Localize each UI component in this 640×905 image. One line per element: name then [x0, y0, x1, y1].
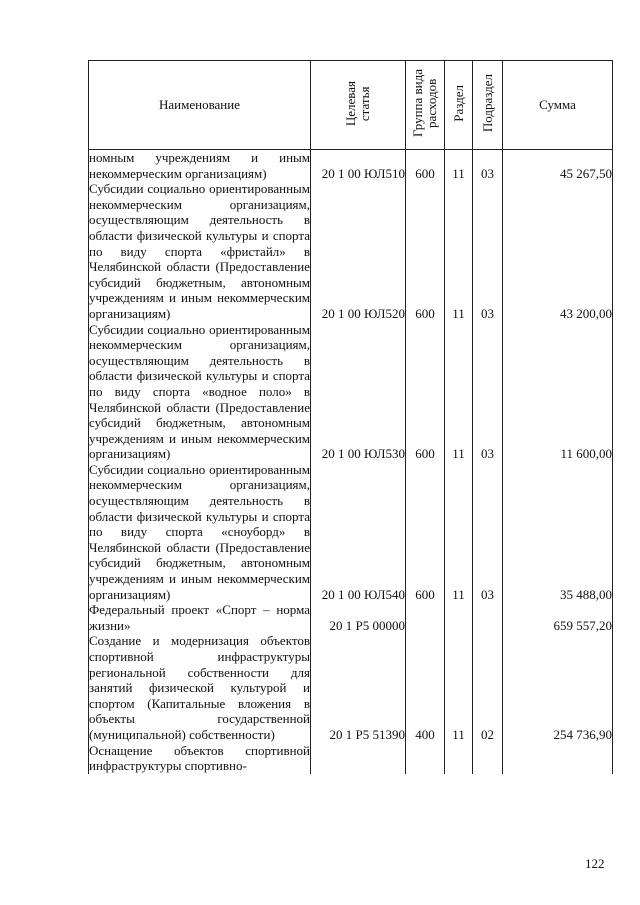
row-sum: 35 488,00	[503, 462, 613, 602]
row-sum: 254 736,90	[503, 633, 613, 742]
page-number: 122	[585, 856, 605, 871]
row-target: 20 1 P5 51390	[311, 633, 406, 742]
row-target: 20 1 00 ЮЛ530	[311, 322, 406, 462]
row-sum: 659 557,20	[503, 602, 613, 633]
budget-table	[88, 60, 613, 774]
row-name: Оснащение объектов спортивной инфраструктуры спортивно-	[89, 742, 310, 774]
header-section: Раздел	[445, 61, 473, 150]
row-subsection: 03	[473, 322, 503, 462]
row-name: Федеральный проект «Спорт – норма жизни»	[89, 602, 310, 633]
row-section: 11	[445, 150, 473, 182]
row-group	[406, 743, 445, 774]
row-section	[445, 602, 473, 633]
row-group: 600	[406, 150, 445, 182]
row-sum: 11 600,00	[503, 322, 613, 462]
table-row	[89, 150, 613, 182]
header-group: Группа вида расходов	[406, 61, 445, 150]
row-sum: 45 267,50	[503, 150, 613, 182]
table-row	[89, 602, 613, 633]
row-group: 600	[406, 322, 445, 462]
row-subsection	[473, 743, 503, 774]
table-row	[89, 462, 613, 602]
row-name: Субсидии социально ориентированным некоммерческим организациям, осуществляющим деятельность в области физической культуры и спорта по виду спорта «сноуборд» в Челябинской области (Предоставление субсидий бюджетным, автономным учреждениям и иным некоммерческим организациям)	[89, 461, 310, 602]
row-group	[406, 602, 445, 633]
row-section: 11	[445, 462, 473, 602]
table-row	[89, 181, 613, 321]
row-group: 600	[406, 462, 445, 602]
row-section: 11	[445, 633, 473, 742]
table-row	[89, 743, 613, 774]
header-subsection: Подраздел	[473, 61, 503, 150]
row-sum: 43 200,00	[503, 181, 613, 321]
row-subsection: 03	[473, 462, 503, 602]
header-sum: Сумма	[503, 61, 613, 150]
row-section	[445, 743, 473, 774]
row-subsection	[473, 602, 503, 633]
row-target: 20 1 00 ЮЛ540	[311, 462, 406, 602]
row-name: Создание и модернизация объектов спортивной инфраструктуры региональной собственности для занятий физической культурой и спортом (Капитальные вложения в объекты государственной (муниципальной) собственности)	[89, 633, 310, 742]
row-group: 400	[406, 633, 445, 742]
header-name: Наименование	[89, 61, 311, 150]
row-section: 11	[445, 181, 473, 321]
row-sum	[503, 743, 613, 774]
row-name: Субсидии социально ориентированным некоммерческим организациям, осуществляющим деятельность в области физической культуры и спорта по виду спорта «водное поло» в Челябинской области (Предоставление субсидий бюджетным, автономным учреждениям и иным некоммерческим организациям)	[89, 321, 310, 462]
table-row	[89, 322, 613, 462]
row-section: 11	[445, 322, 473, 462]
row-name: номным учреждениям и иным некоммерческим организациям)	[89, 150, 310, 181]
row-subsection: 03	[473, 181, 503, 321]
row-name: Субсидии социально ориентированным некоммерческим организациям, осуществляющим деятельность в области физической культуры и спорта по виду спорта «фристайл» в Челябинской области (Предоставление субсидий бюджетным, автономным учреждениям и иным некоммерческим организациям)	[89, 181, 310, 321]
row-subsection: 03	[473, 150, 503, 182]
row-target: 20 1 00 ЮЛ520	[311, 181, 406, 321]
header-target: Целевая статья	[311, 61, 406, 150]
row-group: 600	[406, 181, 445, 321]
row-target: 20 1 00 ЮЛ510	[311, 150, 406, 182]
row-subsection: 02	[473, 633, 503, 742]
table-row	[89, 633, 613, 742]
row-target	[311, 743, 406, 774]
row-target: 20 1 P5 00000	[311, 602, 406, 633]
header-row	[89, 61, 613, 150]
